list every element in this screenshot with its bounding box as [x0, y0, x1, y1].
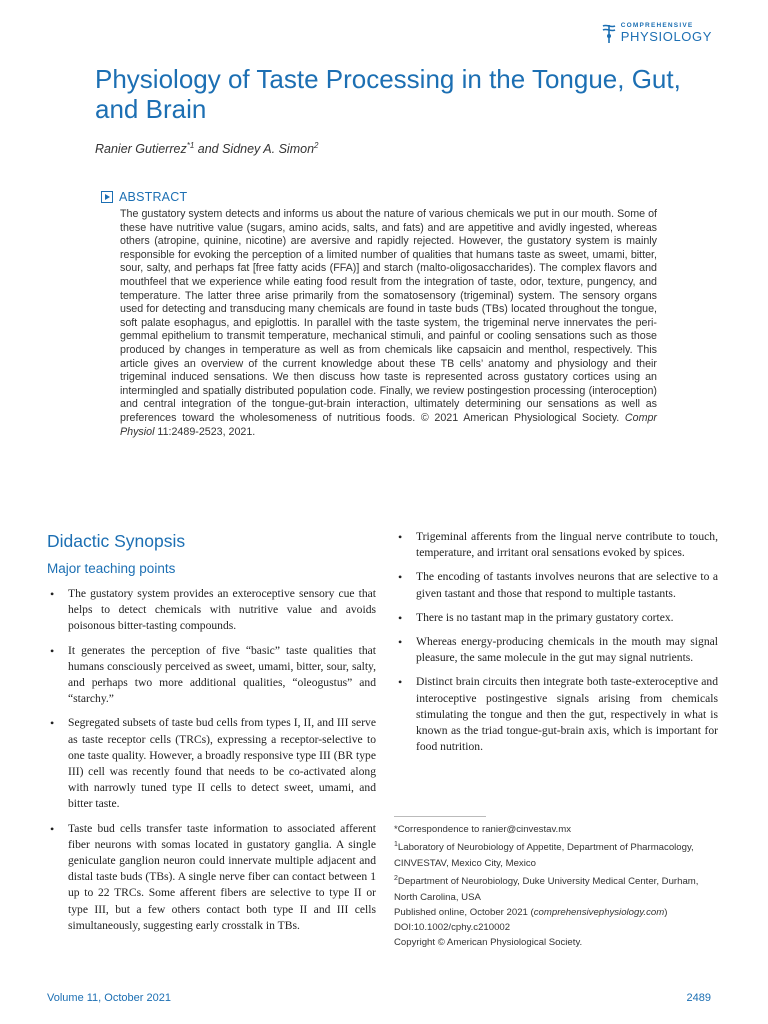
- journal-website: comprehensivephysiology.com: [533, 906, 665, 918]
- author-2-marker: 2: [314, 141, 319, 150]
- author-2: Sidney A. Simon: [222, 142, 315, 157]
- footnotes: [394, 822, 724, 951]
- citation-journal: Compr Physiol: [120, 411, 657, 438]
- synopsis-subhead: Major teaching points: [47, 561, 176, 576]
- publication-note: Published online, October 2021 (comprehensivephysiology.com): [394, 906, 668, 918]
- author-1: Ranier Gutierrez: [95, 142, 187, 157]
- affiliation-2: $^2$Department of Neurobiology, Duke University Medical Center, Durham, North Carolina, USA: [394, 875, 699, 903]
- journal-logo-icon: [601, 22, 617, 44]
- footer-page-number: 2489: [686, 992, 711, 1004]
- journal-logo: [601, 22, 712, 44]
- teaching-point: • Distinct brain circuits then integrate both taste-exteroceptive and interoceptive postingestive signals arising from chemicals stimulating the tongue and then the gut, respectively in what is known as the triad tongue-gut-brain axis, which is important for food nutrition.: [394, 674, 718, 755]
- footer-volume: Volume 11, October 2021: [47, 992, 171, 1004]
- affiliation-1-marker: 1: [394, 841, 398, 849]
- teaching-point: • The encoding of tastants involves neurons that are selective to a given tastant and those that respond to multiple tastants.: [394, 569, 718, 601]
- teaching-points-right: [394, 529, 718, 763]
- author-conjunction: and: [194, 142, 223, 157]
- correspondence-note: *Correspondence to ranier@cinvestav.mx: [394, 824, 571, 835]
- teaching-point: • There is no tastant map in the primary gustatory cortex.: [394, 610, 718, 626]
- teaching-point: • It generates the perception of five “basic” taste qualities that humans consciously perceived as sweet, umami, bitter, sour, salty, and perhaps two more additional qualities, “oleogustus” and “starchy.”: [46, 643, 376, 708]
- teaching-point: • Taste bud cells transfer taste information to associated afferent fiber neurons with somas located in gustatory ganglia. A single geniculate ganglion neuron could innervate multiple adjacent and distal taste buds (TBs). A single nerve fiber can contact between 1 up to 22 TRCs. Some afferent fibers are selective to type II or type III, but a few others contact both type II and III cells simultaneously, suggesting early crosstalk in TBs.: [46, 821, 376, 934]
- affiliation-2-marker: 2: [394, 875, 398, 883]
- logo-main-text: PHYSIOLOGY: [620, 28, 712, 44]
- abstract-label: ABSTRACT: [119, 190, 188, 204]
- author-line: [95, 141, 318, 156]
- doi: DOI:10.1002/cphy.c210002: [394, 922, 511, 934]
- article-title: Physiology of Taste Processing in the Tongue, Gut, and Brain: [95, 64, 681, 124]
- logo-small-text: COMPREHENSIVE: [620, 22, 694, 30]
- play-icon: [101, 191, 113, 203]
- citation-details: 11:2489-2523, 2021.: [154, 425, 256, 438]
- teaching-point: • Segregated subsets of taste bud cells from types I, II, and III serve as taste receptor cells (TRCs), expressing a receptor-selective to one taste quality. However, a broadly responsive type III (BR type III) cell was recently found that needs to be co-activated along with narrowly tuned type II cells to detect sweet, umami, and bitter taste.: [46, 715, 376, 812]
- abstract-text: The gustatory system detects and informs us about the nature of various chemicals we put in our mouth. Some of these have nutritive value (sugars, amino acids, salts, and fats) and are appetitive and avidly ingested, whereas others (atropine, quinine, nicotine) are aversive and rapidly rejected. However, the gustatory system is mainly responsible for evoking the perception of a limited number of qualities that humans taste as sweet, umami, bitter, sour, salty, and perhaps fat [free fatty acids (FFA)] and starch (malto-oligosaccharides). The complex flavors and mouthfeel that we experience while eating food result from the integration of taste, odor, texture, pungency, and temperature. The latter three arise primarily from the somatosensory (trigeminal) system. The sensory organs used for detecting and transducing many chemicals are found in taste buds (TBs) located throughout the tongue, soft palate esophagus, and epiglottis. In parallel with the taste system, the trigeminal nerve innervates the peri-gemmal epithelium to transmit temperature, mechanical stimuli, and painful or cooling sensations such as those produced by changes in temperature as well as from chemicals like capsaicin and menthol, respectively. This article gives an overview of the current knowledge about these TB cells’ anatomy and physiology and their trigeminal induced sensations. We then discuss how taste is represented across gustatory cortices using an intermingled and spatially distributed population code. Finally, we review postingestion processing (interoception) and central integration of the tongue-gut-brain interaction, ultimately determining our sensations as well as preferences toward the wholesomeness of nutritious foods. © 2021 American Physiological Society.: [120, 208, 657, 424]
- teaching-point: • Whereas energy-producing chemicals in the mouth may signal pleasure, the same molecule in the gut may signal nutrients.: [394, 634, 718, 666]
- teaching-point: • Trigeminal afferents from the lingual nerve contribute to touch, temperature, and irritant oral sensations evoked by spices.: [394, 529, 718, 561]
- synopsis-title: Didactic Synopsis: [47, 531, 186, 551]
- copyright-note: Copyright © American Physiological Society.: [394, 937, 583, 949]
- affiliation-1: $^1$Laboratory of Neurobiology of Appetite, Department of Pharmacology, CINVESTAV, Mexico City, Mexico: [394, 841, 694, 869]
- teaching-points-left: [46, 586, 376, 942]
- footnote-divider: [394, 816, 486, 817]
- author-1-marker: *1: [186, 141, 195, 150]
- abstract-body: [120, 208, 657, 439]
- teaching-point: • The gustatory system provides an exteroceptive sensory cue that helps to detect chemicals with nutritive value and avoids poisonous bitter-tasting compounds.: [46, 586, 376, 635]
- abstract-heading: [101, 190, 187, 204]
